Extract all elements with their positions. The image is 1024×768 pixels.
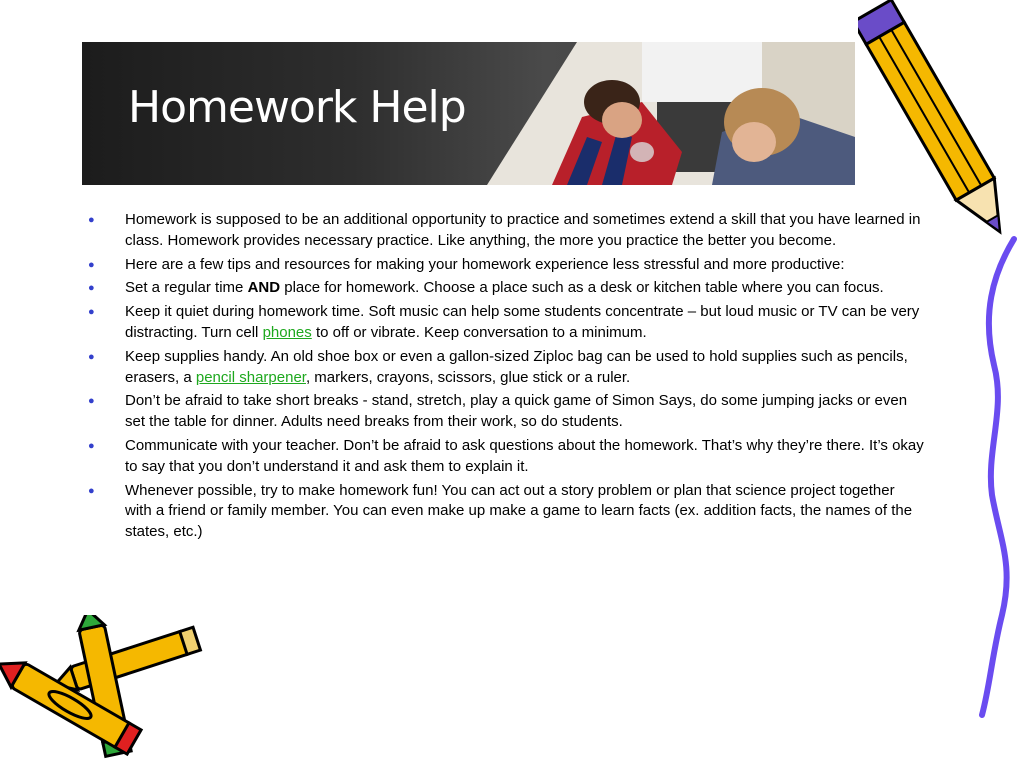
list-item: ● Don’t be afraid to take short breaks - stand, stretch, play a quick game of Simon Says, do some jumping jacks or even set the table for dinner. Adults need breaks from their work, so do students. (88, 392, 908, 431)
bullet-icon: ● (88, 395, 95, 408)
squiggle-line-icon (972, 235, 1024, 720)
bullet-icon: ● (88, 306, 95, 319)
pencil-icon (858, 0, 1008, 245)
list-item: ● Keep supplies handy. An old shoe box or even a gallon-sized Ziploc bag can be used to hold supplies such as pencils, erasers, a pencil sharpener, markers, crayons, scissors, glue stick or a ruler. (88, 347, 908, 386)
list-item: ● Keep it quiet during homework time. Soft music can help some students concentrate – but loud music or TV can be very distracting. Turn cell phones to off or vibrate. Keep conversation to a minimum. (88, 303, 920, 341)
bullet-icon: ● (88, 350, 95, 363)
bullet-icon: ● (88, 258, 95, 271)
crayon-icon (0, 615, 210, 765)
bullet-list (88, 210, 924, 546)
pencil-sharpener-link[interactable]: pencil sharpener (195, 368, 306, 386)
list-item: ● Communicate with your teacher. Don’t be afraid to ask questions about the homework. That’s why they’re there. It’s okay to say that you don’t understand it and ask them to explain it. (88, 436, 924, 475)
bullet-icon: ● (88, 282, 95, 295)
list-item: ● Here are a few tips and resources for making your homework experience less stressful and more productive: (88, 255, 924, 276)
page-title: Homework Help (128, 82, 466, 133)
list-item: ● Homework is supposed to be an additional opportunity to practice and sometimes extend a skill that you have learned in class. Homework provides necessary practice. Like anything, the more you practice the better you become. (88, 211, 921, 249)
phones-link[interactable]: phones (262, 323, 312, 341)
bullet-icon: ● (88, 214, 95, 226)
bullet-icon: ● (88, 439, 95, 452)
bullet-icon: ● (88, 484, 95, 497)
list-item: ● Whenever possible, try to make homework fun! You can act out a story problem or plan that science project together with a friend or family member. You can even make up make a game to learn facts (ex. addition facts, the names of the states, etc.) (88, 481, 913, 541)
list-item: ● Set a regular time AND place for homework. Choose a place such as a desk or kitchen table where you can focus. (88, 278, 924, 299)
banner (82, 42, 855, 185)
